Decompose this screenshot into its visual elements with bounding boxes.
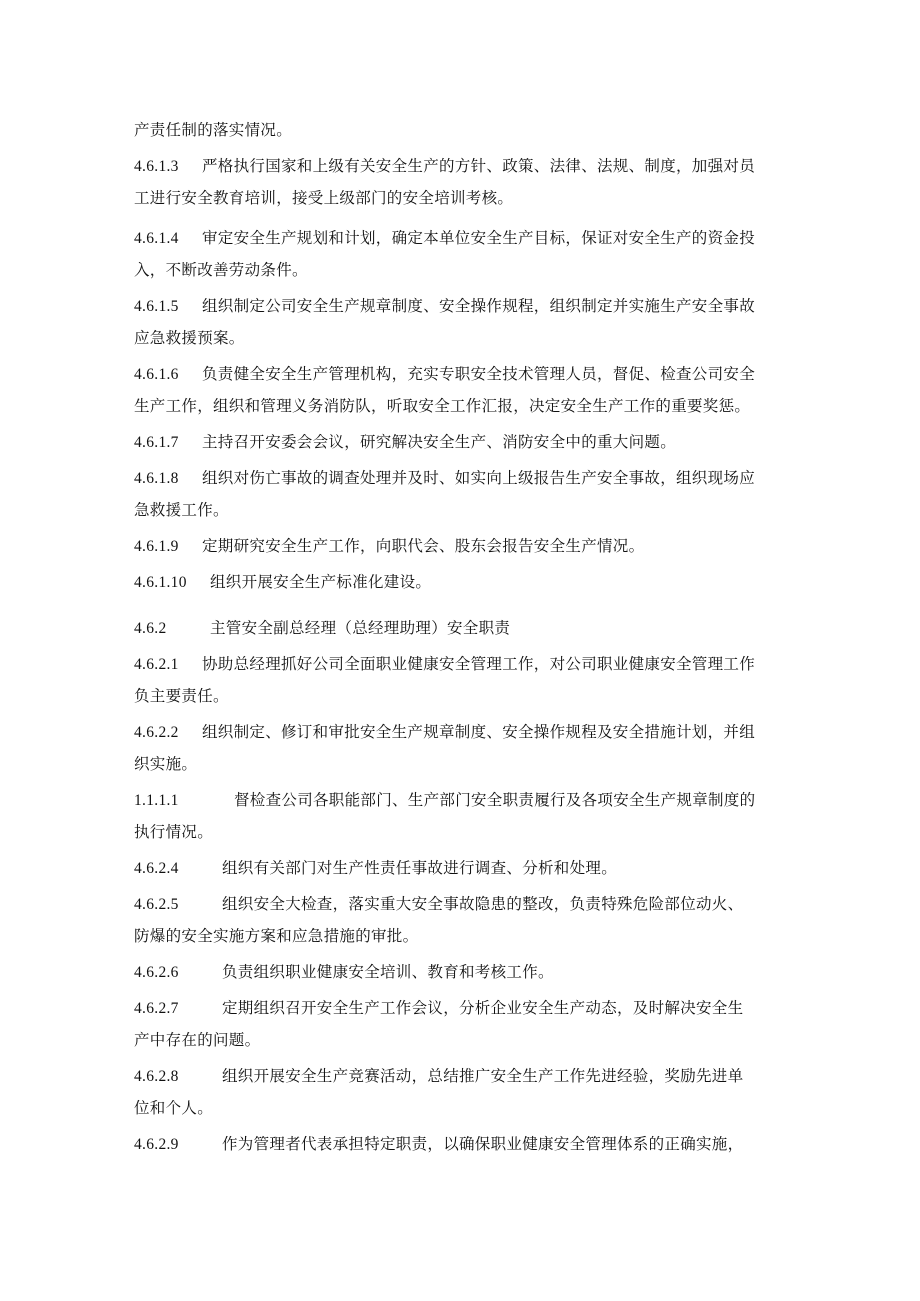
paragraph-continuation: 急救援工作。 [134,501,229,519]
clause-text: 协助总经理抓好公司全面职业健康安全管理工作，对公司职业健康安全管理工作 [202,655,756,673]
clause-number: 4.6.2.7 [134,1000,179,1017]
clause-number: 4.6.1.6 [134,366,179,383]
section-heading-4-6-2 [134,618,804,639]
clause-4-6-1-8 [134,468,804,489]
clause-number: 4.6.2.6 [134,964,179,981]
clause-text: 定期组织召开安全生产工作会议，分析企业安全生产动态，及时解决安全生 [222,999,744,1017]
clause-number: 4.6.2.8 [134,1068,179,1085]
clause-text: 定期研究安全生产工作，向职代会、股东会报告安全生产情况。 [202,537,645,555]
clause-text: 组织开展安全生产标准化建设。 [210,573,432,591]
clause-4-6-1-6 [134,364,804,385]
clause-4-6-1-5 [134,296,804,317]
paragraph-continuation: 织实施。 [134,755,198,773]
clause-number: 4.6.2.4 [134,860,179,877]
clause-number: 4.6.1.5 [134,298,179,315]
clause-text: 组织制定公司安全生产规章制度、安全操作规程，组织制定并实施生产安全事故 [202,297,756,315]
clause-number: 4.6.1.9 [134,538,179,555]
clause-text: 组织对伤亡事故的调查处理并及时、如实向上级报告生产安全事故，组织现场应 [202,469,756,487]
clause-4-6-2-6 [134,962,804,983]
clause-4-6-1-10 [134,572,804,593]
clause-text: 严格执行国家和上级有关安全生产的方针、政策、法律、法规、制度，加强对员 [202,157,756,175]
clause-4-6-2-9 [134,1134,804,1155]
clause-4-6-1-7 [134,432,804,453]
clause-text: 组织有关部门对生产性责任事故进行调查、分析和处理。 [222,859,618,877]
clause-text: 组织制定、修订和审批安全生产规章制度、安全操作规程及安全措施计划，并组 [202,723,756,741]
paragraph-continuation: 应急救援预案。 [134,329,245,347]
clause-number: 4.6.2.2 [134,724,179,741]
clause-number: 4.6.1.7 [134,434,179,451]
clause-1-1-1-1 [134,790,804,811]
clause-number: 4.6.1.3 [134,158,179,175]
section-title: 主管安全副总经理（总经理助理）安全职责 [210,619,511,637]
clause-4-6-1-9 [134,536,804,557]
clause-text: 负责组织职业健康安全培训、教育和考核工作。 [222,963,554,981]
clause-text: 督检查公司各职能部门、生产部门安全职责履行及各项安全生产规章制度的 [234,791,756,809]
clause-text: 组织安全大检查，落实重大安全事故隐患的整改，负责特殊危险部位动火、 [222,895,744,913]
clause-4-6-2-2 [134,722,804,743]
clause-number: 4.6.2.5 [134,896,179,913]
clause-text: 主持召开安委会会议，研究解决安全生产、消防安全中的重大问题。 [202,433,677,451]
clause-text: 组织开展安全生产竞赛活动，总结推广安全生产工作先进经验，奖励先进单 [222,1067,744,1085]
clause-4-6-2-4 [134,858,804,879]
clause-number: 1.1.1.1 [134,792,179,809]
paragraph-continuation: 产责任制的落实情况。 [134,121,293,139]
paragraph-continuation: 入，不断改善劳动条件。 [134,261,308,279]
clause-number: 4.6.1.4 [134,230,179,247]
paragraph-continuation: 生产工作，组织和管理义务消防队，听取安全工作汇报，决定安全生产工作的重要奖惩。 [134,397,751,415]
clause-text: 负责健全安全生产管理机构，充实专职安全技术管理人员，督促、检查公司安全 [202,365,756,383]
clause-number: 4.6.1.10 [134,574,187,591]
clause-number: 4.6.2.1 [134,656,179,673]
paragraph-continuation: 防爆的安全实施方案和应急措施的审批。 [134,927,419,945]
clause-4-6-2-1 [134,654,804,675]
paragraph-continuation: 负主要责任。 [134,687,229,705]
section-number: 4.6.2 [134,620,167,637]
clause-text: 审定安全生产规划和计划，确定本单位安全生产目标，保证对安全生产的资金投 [202,229,756,247]
paragraph-continuation: 执行情况。 [134,823,214,841]
paragraph-continuation: 产中存在的问题。 [134,1031,261,1049]
clause-number: 4.6.1.8 [134,470,179,487]
clause-4-6-2-5 [134,894,804,915]
clause-4-6-2-8 [134,1066,804,1087]
clause-number: 4.6.2.9 [134,1136,179,1153]
clause-4-6-1-4 [134,228,804,249]
clause-4-6-2-7 [134,998,804,1019]
paragraph-continuation: 工进行安全教育培训，接受上级部门的安全培训考核。 [134,189,514,207]
paragraph-continuation: 位和个人。 [134,1099,214,1117]
clause-4-6-1-3 [134,156,804,177]
clause-text: 作为管理者代表承担特定职责，以确保职业健康安全管理体系的正确实施， [222,1135,744,1153]
